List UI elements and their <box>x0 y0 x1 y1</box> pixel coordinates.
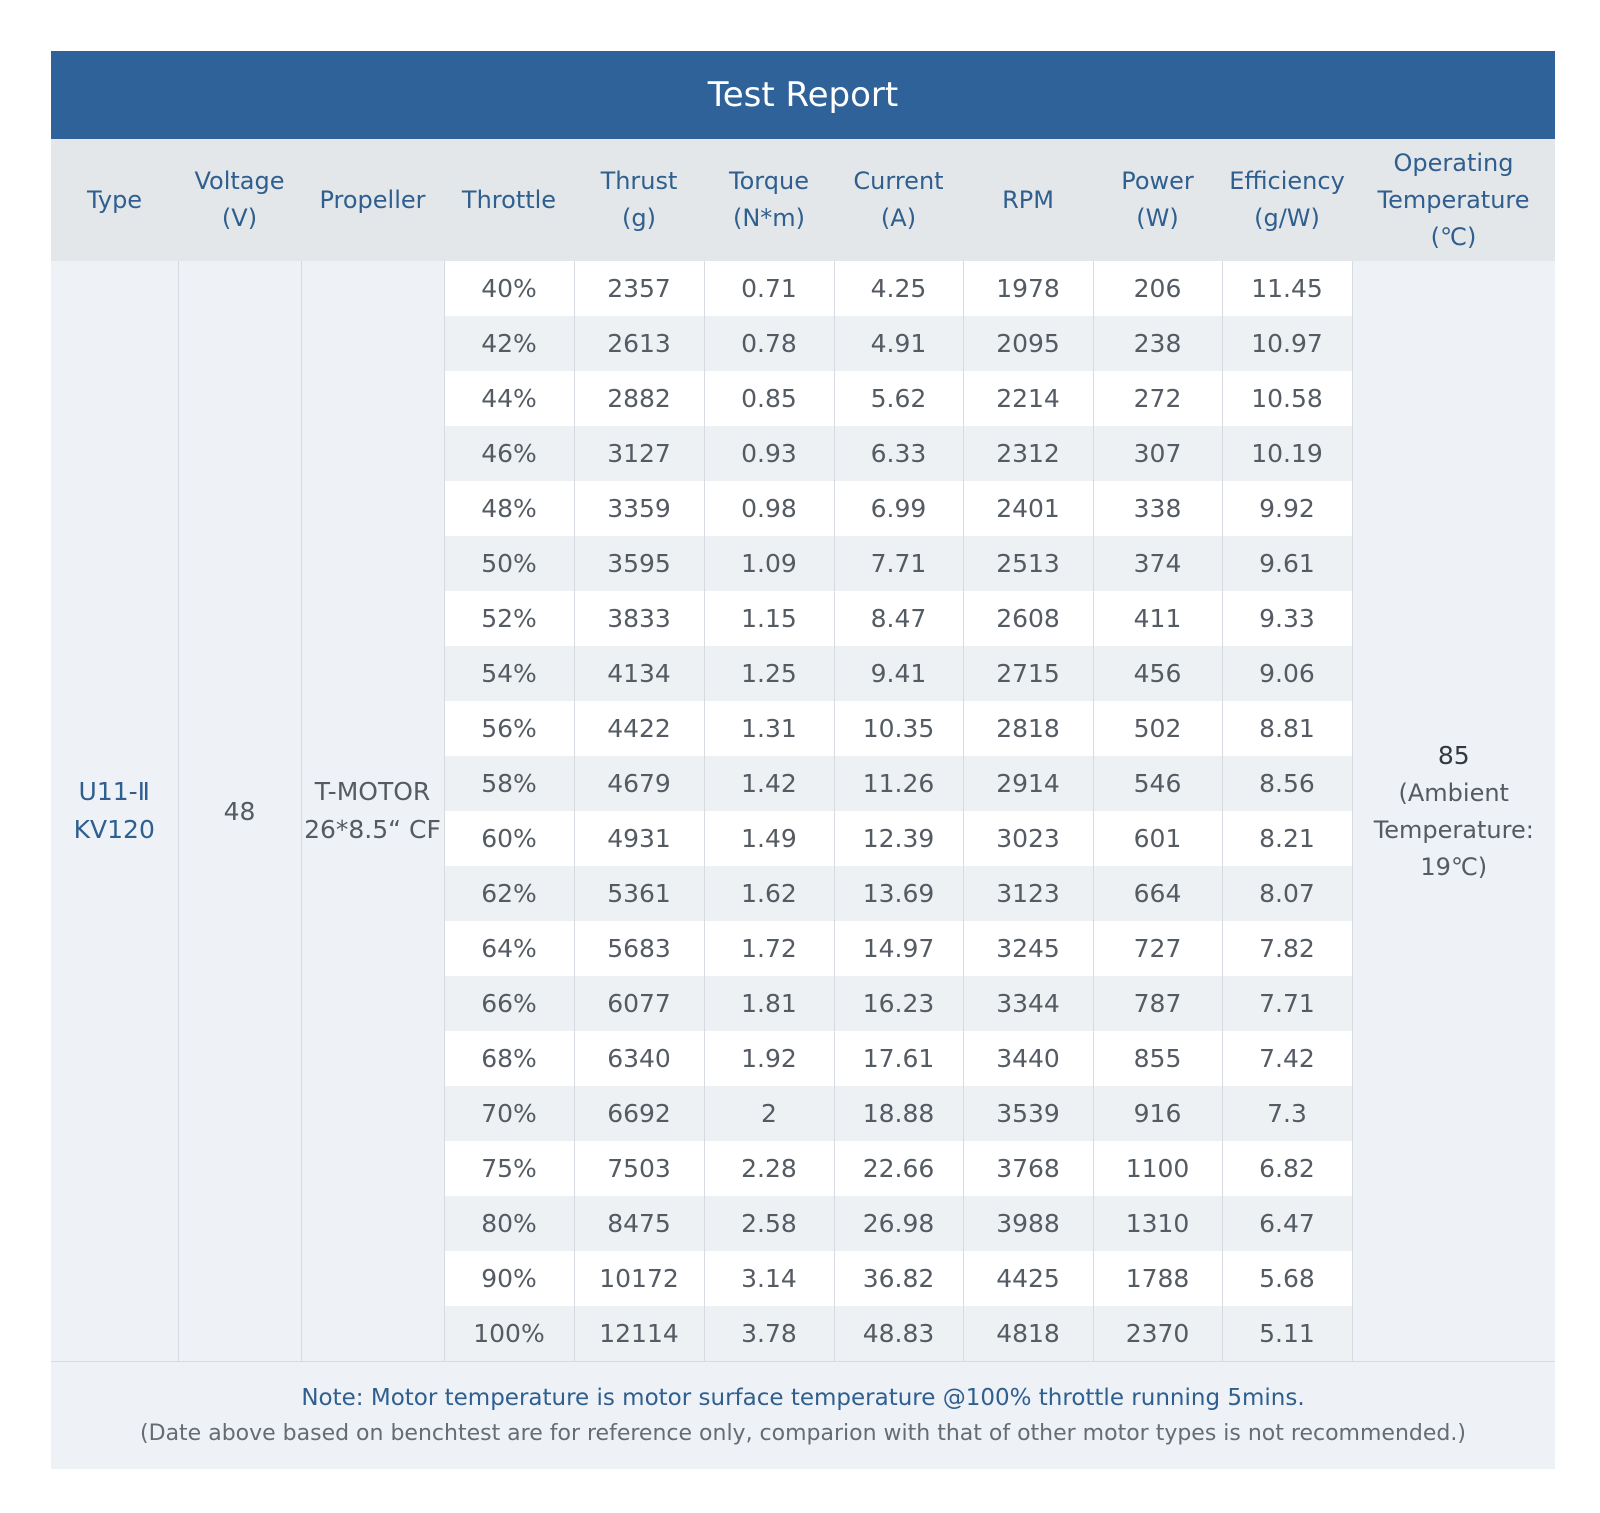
cell-power: 502 <box>1093 701 1222 756</box>
header-torque: Torque (N*m) <box>704 139 834 261</box>
cell-current: 10.35 <box>834 701 963 756</box>
header-current: Current (A) <box>834 139 963 261</box>
cell-efficiency: 7.82 <box>1222 921 1352 976</box>
cell-torque: 1.49 <box>704 811 834 866</box>
cell-efficiency: 7.42 <box>1222 1031 1352 1086</box>
cell-rpm: 2513 <box>963 536 1093 591</box>
cell-type: U11-Ⅱ KV120 <box>51 261 178 1361</box>
cell-rpm: 2818 <box>963 701 1093 756</box>
cell-thrust: 6077 <box>574 976 704 1031</box>
cell-current: 12.39 <box>834 811 963 866</box>
cell-power: 2370 <box>1093 1306 1222 1361</box>
cell-rpm: 4818 <box>963 1306 1093 1361</box>
header-propeller: Propeller <box>301 139 444 261</box>
cell-torque: 3.78 <box>704 1306 834 1361</box>
cell-current: 9.41 <box>834 646 963 701</box>
cell-throttle: 56% <box>444 701 574 756</box>
cell-current: 8.47 <box>834 591 963 646</box>
cell-current: 48.83 <box>834 1306 963 1361</box>
cell-thrust: 3127 <box>574 426 704 481</box>
cell-throttle: 50% <box>444 536 574 591</box>
header-thrust: Thrust (g) <box>574 139 704 261</box>
cell-efficiency: 8.21 <box>1222 811 1352 866</box>
cell-torque: 0.78 <box>704 316 834 371</box>
cell-power: 916 <box>1093 1086 1222 1141</box>
cell-power: 855 <box>1093 1031 1222 1086</box>
cell-efficiency: 8.81 <box>1222 701 1352 756</box>
cell-torque: 0.85 <box>704 371 834 426</box>
cell-current: 5.62 <box>834 371 963 426</box>
cell-throttle: 66% <box>444 976 574 1031</box>
cell-efficiency: 9.92 <box>1222 481 1352 536</box>
cell-efficiency: 7.3 <box>1222 1086 1352 1141</box>
cell-current: 13.69 <box>834 866 963 921</box>
cell-efficiency: 9.06 <box>1222 646 1352 701</box>
report-note <box>51 1361 1555 1469</box>
cell-efficiency: 9.61 <box>1222 536 1352 591</box>
cell-rpm: 3440 <box>963 1031 1093 1086</box>
cell-power: 374 <box>1093 536 1222 591</box>
cell-throttle: 46% <box>444 426 574 481</box>
cell-throttle: 52% <box>444 591 574 646</box>
cell-thrust: 6340 <box>574 1031 704 1086</box>
test-report-table <box>51 139 1555 1361</box>
cell-efficiency: 6.82 <box>1222 1141 1352 1196</box>
cell-throttle: 70% <box>444 1086 574 1141</box>
cell-propeller: T-MOTOR 26*8.5“ CF <box>301 261 444 1361</box>
cell-throttle: 54% <box>444 646 574 701</box>
cell-efficiency: 6.47 <box>1222 1196 1352 1251</box>
header-rpm: RPM <box>963 139 1093 261</box>
cell-rpm: 3123 <box>963 866 1093 921</box>
cell-torque: 1.81 <box>704 976 834 1031</box>
cell-throttle: 64% <box>444 921 574 976</box>
cell-rpm: 3245 <box>963 921 1093 976</box>
cell-power: 456 <box>1093 646 1222 701</box>
cell-rpm: 2214 <box>963 371 1093 426</box>
cell-power: 238 <box>1093 316 1222 371</box>
cell-torque: 1.92 <box>704 1031 834 1086</box>
cell-efficiency: 11.45 <box>1222 261 1352 316</box>
header-voltage: Voltage (V) <box>178 139 301 261</box>
cell-rpm: 2312 <box>963 426 1093 481</box>
test-report <box>51 51 1555 1469</box>
cell-power: 1310 <box>1093 1196 1222 1251</box>
cell-power: 307 <box>1093 426 1222 481</box>
cell-power: 727 <box>1093 921 1222 976</box>
cell-rpm: 4425 <box>963 1251 1093 1306</box>
cell-thrust: 2882 <box>574 371 704 426</box>
cell-power: 1100 <box>1093 1141 1222 1196</box>
cell-torque: 0.98 <box>704 481 834 536</box>
cell-torque: 1.25 <box>704 646 834 701</box>
cell-thrust: 2613 <box>574 316 704 371</box>
cell-throttle: 100% <box>444 1306 574 1361</box>
cell-torque: 1.42 <box>704 756 834 811</box>
cell-current: 36.82 <box>834 1251 963 1306</box>
cell-efficiency: 7.71 <box>1222 976 1352 1031</box>
cell-current: 11.26 <box>834 756 963 811</box>
cell-operating-temperature: 85 (Ambient Temperature: 19℃) <box>1352 261 1555 1361</box>
cell-thrust: 12114 <box>574 1306 704 1361</box>
cell-throttle: 75% <box>444 1141 574 1196</box>
cell-efficiency: 10.58 <box>1222 371 1352 426</box>
cell-rpm: 2715 <box>963 646 1093 701</box>
cell-power: 272 <box>1093 371 1222 426</box>
cell-current: 26.98 <box>834 1196 963 1251</box>
cell-throttle: 62% <box>444 866 574 921</box>
cell-throttle: 42% <box>444 316 574 371</box>
cell-rpm: 2095 <box>963 316 1093 371</box>
cell-rpm: 2401 <box>963 481 1093 536</box>
cell-rpm: 2608 <box>963 591 1093 646</box>
cell-rpm: 3539 <box>963 1086 1093 1141</box>
cell-power: 664 <box>1093 866 1222 921</box>
cell-thrust: 2357 <box>574 261 704 316</box>
cell-thrust: 4931 <box>574 811 704 866</box>
header-efficiency: Efficiency (g/W) <box>1222 139 1352 261</box>
cell-current: 18.88 <box>834 1086 963 1141</box>
cell-rpm: 3344 <box>963 976 1093 1031</box>
cell-thrust: 4679 <box>574 756 704 811</box>
cell-current: 22.66 <box>834 1141 963 1196</box>
header-power: Power (W) <box>1093 139 1222 261</box>
note-line-1: Note: Motor temperature is motor surface temperature @100% throttle running 5mins. <box>301 1384 1305 1411</box>
cell-rpm: 3023 <box>963 811 1093 866</box>
cell-power: 601 <box>1093 811 1222 866</box>
report-title: Test Report <box>707 75 899 115</box>
cell-throttle: 40% <box>444 261 574 316</box>
table-body <box>51 261 1555 1361</box>
cell-torque: 0.71 <box>704 261 834 316</box>
cell-thrust: 6692 <box>574 1086 704 1141</box>
cell-thrust: 7503 <box>574 1141 704 1196</box>
cell-thrust: 3833 <box>574 591 704 646</box>
cell-power: 411 <box>1093 591 1222 646</box>
cell-thrust: 3595 <box>574 536 704 591</box>
cell-current: 14.97 <box>834 921 963 976</box>
cell-current: 4.91 <box>834 316 963 371</box>
cell-torque: 3.14 <box>704 1251 834 1306</box>
cell-torque: 2 <box>704 1086 834 1141</box>
cell-efficiency: 8.56 <box>1222 756 1352 811</box>
cell-power: 206 <box>1093 261 1222 316</box>
cell-throttle: 48% <box>444 481 574 536</box>
cell-torque: 1.62 <box>704 866 834 921</box>
cell-throttle: 68% <box>444 1031 574 1086</box>
cell-torque: 1.72 <box>704 921 834 976</box>
cell-throttle: 90% <box>444 1251 574 1306</box>
cell-rpm: 3768 <box>963 1141 1093 1196</box>
cell-throttle: 58% <box>444 756 574 811</box>
cell-power: 1788 <box>1093 1251 1222 1306</box>
cell-throttle: 60% <box>444 811 574 866</box>
header-row <box>51 139 1555 261</box>
cell-current: 17.61 <box>834 1031 963 1086</box>
report-title-bar <box>51 51 1555 139</box>
cell-rpm: 2914 <box>963 756 1093 811</box>
cell-voltage: 48 <box>178 261 301 1361</box>
cell-thrust: 8475 <box>574 1196 704 1251</box>
cell-efficiency: 9.33 <box>1222 591 1352 646</box>
cell-efficiency: 10.19 <box>1222 426 1352 481</box>
cell-current: 6.99 <box>834 481 963 536</box>
cell-thrust: 5683 <box>574 921 704 976</box>
cell-efficiency: 5.11 <box>1222 1306 1352 1361</box>
cell-throttle: 80% <box>444 1196 574 1251</box>
cell-thrust: 3359 <box>574 481 704 536</box>
header-operating-temperature: Operating Temperature (℃) <box>1352 139 1555 261</box>
cell-rpm: 3988 <box>963 1196 1093 1251</box>
cell-torque: 0.93 <box>704 426 834 481</box>
cell-power: 338 <box>1093 481 1222 536</box>
cell-torque: 2.28 <box>704 1141 834 1196</box>
cell-thrust: 4134 <box>574 646 704 701</box>
note-line-2: (Date above based on benchtest are for reference only, comparion with that of other motor types is not recommended.) <box>140 1420 1466 1446</box>
cell-power: 546 <box>1093 756 1222 811</box>
cell-throttle: 44% <box>444 371 574 426</box>
cell-thrust: 5361 <box>574 866 704 921</box>
cell-torque: 1.09 <box>704 536 834 591</box>
cell-current: 7.71 <box>834 536 963 591</box>
cell-torque: 1.31 <box>704 701 834 756</box>
cell-current: 16.23 <box>834 976 963 1031</box>
cell-current: 6.33 <box>834 426 963 481</box>
cell-efficiency: 10.97 <box>1222 316 1352 371</box>
cell-efficiency: 8.07 <box>1222 866 1352 921</box>
cell-torque: 1.15 <box>704 591 834 646</box>
table-row <box>51 261 1555 316</box>
cell-torque: 2.58 <box>704 1196 834 1251</box>
cell-current: 4.25 <box>834 261 963 316</box>
header-type: Type <box>51 139 178 261</box>
cell-thrust: 10172 <box>574 1251 704 1306</box>
header-throttle: Throttle <box>444 139 574 261</box>
cell-efficiency: 5.68 <box>1222 1251 1352 1306</box>
cell-power: 787 <box>1093 976 1222 1031</box>
cell-rpm: 1978 <box>963 261 1093 316</box>
cell-thrust: 4422 <box>574 701 704 756</box>
